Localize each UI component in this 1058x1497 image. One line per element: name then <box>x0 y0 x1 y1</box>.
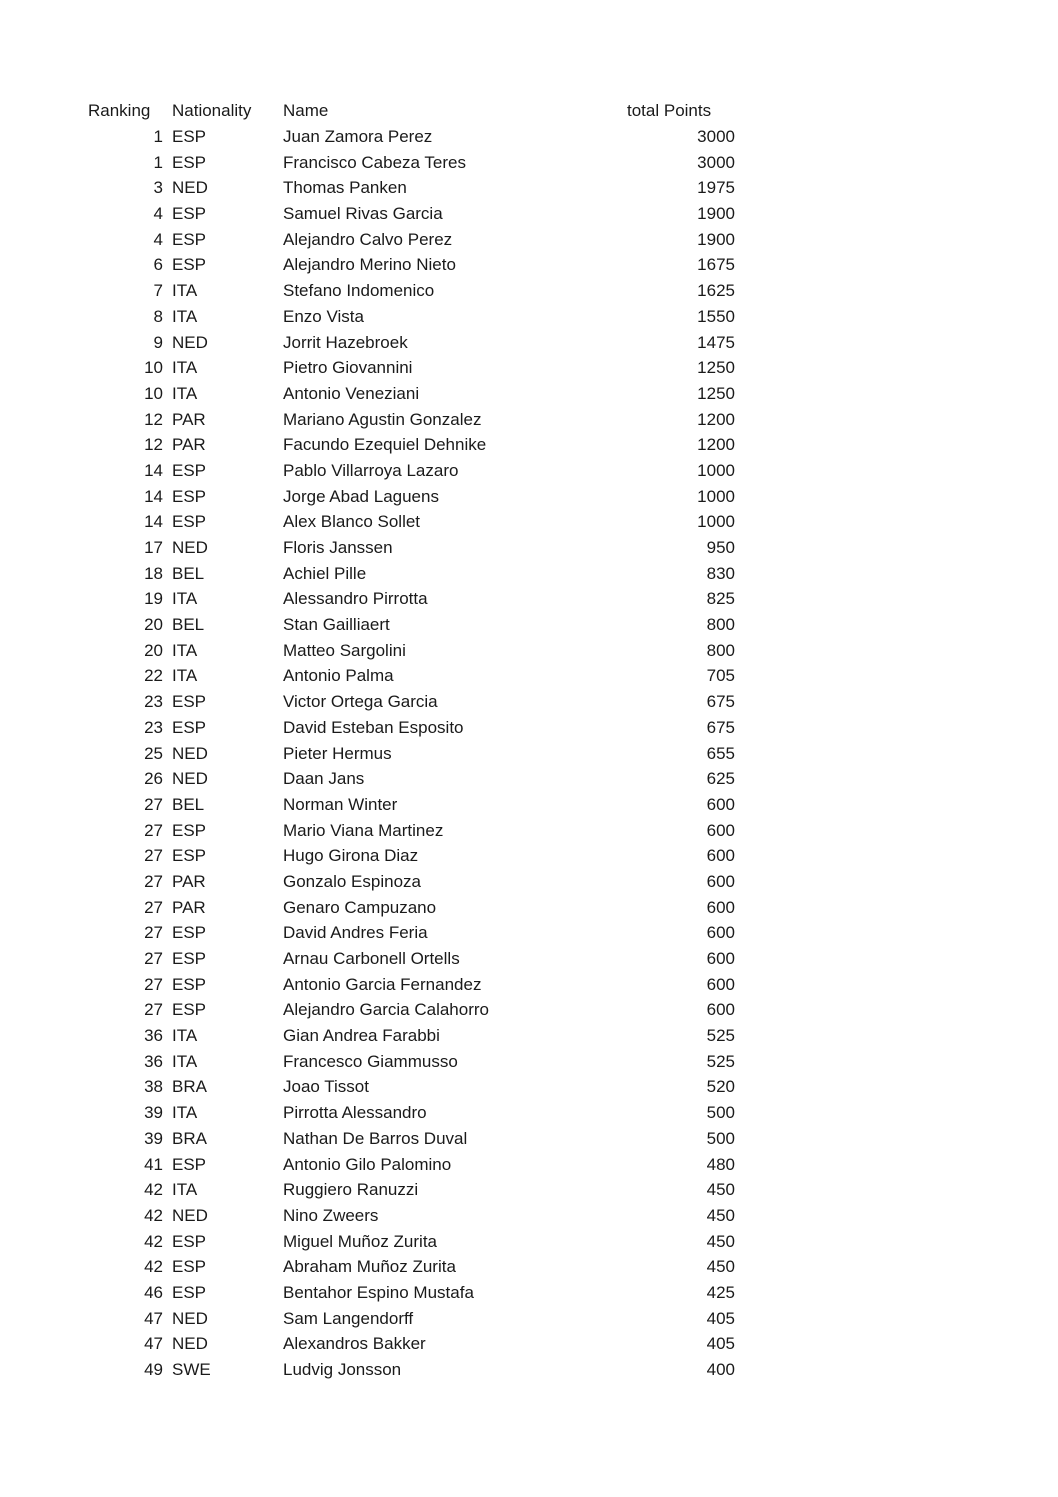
cell-ranking: 39 <box>144 1103 163 1123</box>
table-row <box>88 278 735 304</box>
cell-ranking: 26 <box>144 769 163 789</box>
cell-points: 480 <box>706 1154 735 1174</box>
cell-points: 400 <box>706 1360 735 1380</box>
cell-nationality: ESP <box>172 255 207 275</box>
table-row <box>88 792 735 818</box>
cell-nationality: NED <box>172 332 208 352</box>
cell-ranking: 42 <box>144 1205 163 1225</box>
cell-ranking: 27 <box>144 923 163 943</box>
cell-name: Alejandro Calvo Perez <box>283 229 453 249</box>
table-row <box>88 1048 735 1074</box>
cell-ranking: 47 <box>144 1308 163 1328</box>
cell-nationality: ESP <box>172 512 207 532</box>
cell-points: 1250 <box>697 358 735 378</box>
cell-ranking: 10 <box>144 358 163 378</box>
cell-nationality: ITA <box>172 1051 198 1071</box>
cell-name: Ludvig Jonsson <box>283 1360 402 1380</box>
cell-ranking: 36 <box>144 1026 163 1046</box>
cell-ranking: 22 <box>144 666 163 686</box>
cell-points: 1000 <box>697 512 735 532</box>
table-row <box>88 458 735 484</box>
cell-nationality: ESP <box>172 460 207 480</box>
cell-name: Sam Langendorff <box>283 1308 414 1328</box>
cell-name: Pirrotta Alessandro <box>283 1103 427 1123</box>
cell-ranking: 27 <box>144 846 163 866</box>
table-row <box>88 1280 735 1306</box>
table-row <box>88 304 735 330</box>
table-row <box>88 560 735 586</box>
cell-points: 450 <box>706 1180 735 1200</box>
table-row <box>88 1357 735 1383</box>
cell-name: Gonzalo Espinoza <box>283 871 421 891</box>
table-row <box>88 946 735 972</box>
cell-ranking: 27 <box>144 1000 163 1020</box>
cell-points: 525 <box>706 1026 735 1046</box>
cell-ranking: 39 <box>144 1128 163 1148</box>
cell-nationality: NED <box>172 1205 208 1225</box>
table-row <box>88 406 735 432</box>
cell-name: Bentahor Espino Mustafa <box>283 1282 474 1302</box>
cell-name: Alexandros Bakker <box>283 1334 426 1354</box>
cell-ranking: 23 <box>144 692 163 712</box>
cell-name: Achiel Pille <box>283 563 367 583</box>
table-row <box>88 381 735 407</box>
cell-nationality: ITA <box>172 383 198 403</box>
cell-ranking: 17 <box>144 538 163 558</box>
cell-name: Alessandro Pirrotta <box>283 589 428 609</box>
cell-nationality: ESP <box>172 1282 207 1302</box>
cell-nationality: ESP <box>172 1154 207 1174</box>
table-row <box>88 817 735 843</box>
cell-name: Floris Janssen <box>283 538 393 558</box>
cell-ranking: 20 <box>144 615 163 635</box>
cell-ranking: 23 <box>144 717 163 737</box>
table-row <box>88 637 735 663</box>
cell-ranking: 27 <box>144 820 163 840</box>
table-row <box>88 766 735 792</box>
cell-points: 825 <box>706 589 735 609</box>
cell-nationality: ESP <box>172 923 207 943</box>
cell-ranking: 10 <box>144 383 163 403</box>
table-row <box>88 1331 735 1357</box>
table-row <box>88 612 735 638</box>
table-row <box>88 1177 735 1203</box>
table-row <box>88 1305 735 1331</box>
table-row <box>88 1203 735 1229</box>
cell-name: Genaro Campuzano <box>283 897 437 917</box>
cell-nationality: PAR <box>172 897 206 917</box>
cell-nationality: ESP <box>172 127 207 147</box>
cell-points: 525 <box>706 1051 735 1071</box>
cell-points: 675 <box>706 717 735 737</box>
cell-name: Stan Gailliaert <box>283 615 390 635</box>
cell-name: Hugo Girona Diaz <box>283 846 419 866</box>
cell-name: Antonio Veneziani <box>283 383 420 403</box>
cell-name: Mario Viana Martinez <box>283 820 444 840</box>
cell-name: Miguel Muñoz Zurita <box>283 1231 438 1251</box>
cell-ranking: 27 <box>144 871 163 891</box>
cell-nationality: BRA <box>172 1128 207 1148</box>
cell-nationality: NED <box>172 769 208 789</box>
cell-points: 800 <box>706 640 735 660</box>
table-row <box>88 175 735 201</box>
cell-nationality: NED <box>172 538 208 558</box>
table-row <box>88 1126 735 1152</box>
table-row <box>88 869 735 895</box>
cell-ranking: 4 <box>153 229 163 249</box>
cell-points: 675 <box>706 692 735 712</box>
cell-ranking: 46 <box>144 1282 163 1302</box>
cell-nationality: NED <box>172 1334 208 1354</box>
ranking-table <box>88 98 735 1382</box>
table-row <box>88 663 735 689</box>
table-row <box>88 483 735 509</box>
cell-nationality: ESP <box>172 974 207 994</box>
cell-nationality: ESP <box>172 692 207 712</box>
cell-points: 950 <box>706 538 735 558</box>
cell-points: 425 <box>706 1282 735 1302</box>
table-row <box>88 1074 735 1100</box>
cell-name: Alejandro Merino Nieto <box>283 255 456 275</box>
cell-nationality: PAR <box>172 435 206 455</box>
cell-ranking: 1 <box>153 152 163 172</box>
header-total-points: total Points <box>627 101 712 121</box>
cell-name: Joao Tissot <box>283 1077 369 1097</box>
cell-name: Juan Zamora Perez <box>283 127 433 147</box>
cell-name: Facundo Ezequiel Dehnike <box>283 435 487 455</box>
cell-points: 1900 <box>697 229 735 249</box>
cell-ranking: 47 <box>144 1334 163 1354</box>
cell-points: 600 <box>706 923 735 943</box>
header-nationality: Nationality <box>172 101 252 121</box>
cell-points: 600 <box>706 820 735 840</box>
cell-points: 1000 <box>697 486 735 506</box>
cell-nationality: BEL <box>172 615 205 635</box>
cell-ranking: 41 <box>144 1154 163 1174</box>
cell-name: Norman Winter <box>283 794 398 814</box>
header-row <box>88 98 735 124</box>
cell-nationality: ITA <box>172 589 198 609</box>
header-name: Name <box>283 101 329 121</box>
cell-points: 405 <box>706 1308 735 1328</box>
cell-ranking: 4 <box>153 204 163 224</box>
cell-name: Pablo Villarroya Lazaro <box>283 460 459 480</box>
table-row <box>88 740 735 766</box>
table-row <box>88 689 735 715</box>
cell-name: Enzo Vista <box>283 306 364 326</box>
cell-points: 600 <box>706 949 735 969</box>
table-row <box>88 715 735 741</box>
cell-ranking: 19 <box>144 589 163 609</box>
cell-name: Stefano Indomenico <box>283 281 435 301</box>
cell-nationality: NED <box>172 743 208 763</box>
cell-ranking: 14 <box>144 460 163 480</box>
cell-ranking: 12 <box>144 409 163 429</box>
table-row <box>88 355 735 381</box>
cell-name: Nathan De Barros Duval <box>283 1128 468 1148</box>
cell-name: Alex Blanco Sollet <box>283 512 421 532</box>
table-row <box>88 226 735 252</box>
cell-nationality: PAR <box>172 409 206 429</box>
cell-ranking: 42 <box>144 1257 163 1277</box>
table-row <box>88 1254 735 1280</box>
cell-points: 600 <box>706 1000 735 1020</box>
cell-name: Alejandro Garcia Calahorro <box>283 1000 489 1020</box>
table-row <box>88 124 735 150</box>
cell-nationality: ESP <box>172 1000 207 1020</box>
cell-nationality: BEL <box>172 563 205 583</box>
cell-nationality: ITA <box>172 1103 198 1123</box>
cell-name: Matteo Sargolini <box>283 640 406 660</box>
cell-points: 830 <box>706 563 735 583</box>
cell-points: 1200 <box>697 435 735 455</box>
cell-name: Arnau Carbonell Ortells <box>283 949 460 969</box>
cell-points: 1975 <box>697 178 735 198</box>
table-row <box>88 1100 735 1126</box>
table-row <box>88 920 735 946</box>
cell-ranking: 6 <box>153 255 163 275</box>
cell-points: 705 <box>706 666 735 686</box>
cell-ranking: 20 <box>144 640 163 660</box>
cell-points: 500 <box>706 1103 735 1123</box>
table-row <box>88 432 735 458</box>
cell-name: Francesco Giammusso <box>283 1051 458 1071</box>
cell-ranking: 38 <box>144 1077 163 1097</box>
cell-nationality: SWE <box>172 1360 211 1380</box>
cell-points: 450 <box>706 1205 735 1225</box>
cell-ranking: 14 <box>144 486 163 506</box>
table-row <box>88 329 735 355</box>
cell-nationality: ESP <box>172 846 207 866</box>
cell-nationality: ESP <box>172 949 207 969</box>
table-row <box>88 971 735 997</box>
table-row <box>88 843 735 869</box>
cell-name: Daan Jans <box>283 769 365 789</box>
cell-points: 3000 <box>697 127 735 147</box>
cell-ranking: 27 <box>144 794 163 814</box>
cell-name: Thomas Panken <box>283 178 407 198</box>
cell-nationality: ITA <box>172 306 198 326</box>
cell-name: Samuel Rivas Garcia <box>283 204 443 224</box>
cell-name: Antonio Palma <box>283 666 394 686</box>
table-row <box>88 1228 735 1254</box>
cell-points: 600 <box>706 794 735 814</box>
cell-points: 1000 <box>697 460 735 480</box>
table-body <box>88 124 735 1383</box>
cell-name: David Esteban Esposito <box>283 717 464 737</box>
cell-nationality: ITA <box>172 1026 198 1046</box>
cell-points: 600 <box>706 871 735 891</box>
cell-ranking: 1 <box>153 127 163 147</box>
cell-points: 1200 <box>697 409 735 429</box>
cell-ranking: 42 <box>144 1180 163 1200</box>
cell-ranking: 27 <box>144 897 163 917</box>
cell-ranking: 18 <box>144 563 163 583</box>
cell-name: Francisco Cabeza Teres <box>283 152 466 172</box>
table-row <box>88 252 735 278</box>
cell-points: 500 <box>706 1128 735 1148</box>
cell-points: 1900 <box>697 204 735 224</box>
cell-name: Antonio Gilo Palomino <box>283 1154 452 1174</box>
cell-ranking: 3 <box>153 178 163 198</box>
header-ranking: Ranking <box>88 101 151 121</box>
cell-nationality: NED <box>172 178 208 198</box>
table-row <box>88 201 735 227</box>
cell-name: Pietro Giovannini <box>283 358 413 378</box>
table-row <box>88 509 735 535</box>
cell-points: 1675 <box>697 255 735 275</box>
cell-name: Jorrit Hazebroek <box>283 332 408 352</box>
cell-nationality: ESP <box>172 1257 207 1277</box>
cell-points: 1625 <box>697 281 735 301</box>
cell-nationality: ITA <box>172 281 198 301</box>
cell-nationality: NED <box>172 1308 208 1328</box>
cell-nationality: ESP <box>172 152 207 172</box>
cell-ranking: 14 <box>144 512 163 532</box>
cell-nationality: BRA <box>172 1077 207 1097</box>
table-header <box>88 98 735 124</box>
cell-nationality: ESP <box>172 229 207 249</box>
cell-nationality: ITA <box>172 1180 198 1200</box>
cell-name: Antonio Garcia Fernandez <box>283 974 482 994</box>
table-row <box>88 535 735 561</box>
cell-nationality: ITA <box>172 666 198 686</box>
cell-ranking: 7 <box>153 281 163 301</box>
cell-points: 600 <box>706 897 735 917</box>
cell-points: 450 <box>706 1231 735 1251</box>
cell-points: 520 <box>706 1077 735 1097</box>
cell-nationality: ITA <box>172 640 198 660</box>
cell-points: 1250 <box>697 383 735 403</box>
cell-nationality: ESP <box>172 1231 207 1251</box>
table-row <box>88 586 735 612</box>
cell-points: 625 <box>706 769 735 789</box>
table-row <box>88 894 735 920</box>
cell-nationality: BEL <box>172 794 205 814</box>
cell-nationality: ESP <box>172 717 207 737</box>
cell-points: 1475 <box>697 332 735 352</box>
cell-name: Nino Zweers <box>283 1205 379 1225</box>
cell-points: 655 <box>706 743 735 763</box>
cell-points: 450 <box>706 1257 735 1277</box>
cell-ranking: 49 <box>144 1360 163 1380</box>
cell-name: Ruggiero Ranuzzi <box>283 1180 419 1200</box>
table-row <box>88 1151 735 1177</box>
cell-name: Jorge Abad Laguens <box>283 486 439 506</box>
cell-points: 800 <box>706 615 735 635</box>
cell-ranking: 12 <box>144 435 163 455</box>
cell-points: 405 <box>706 1334 735 1354</box>
cell-points: 600 <box>706 846 735 866</box>
cell-points: 1550 <box>697 306 735 326</box>
cell-ranking: 25 <box>144 743 163 763</box>
cell-points: 600 <box>706 974 735 994</box>
cell-nationality: ESP <box>172 204 207 224</box>
cell-points: 3000 <box>697 152 735 172</box>
cell-name: David Andres Feria <box>283 923 428 943</box>
cell-name: Abraham Muñoz Zurita <box>283 1257 456 1277</box>
table-row <box>88 997 735 1023</box>
table-row <box>88 149 735 175</box>
cell-nationality: ESP <box>172 820 207 840</box>
cell-nationality: ESP <box>172 486 207 506</box>
cell-name: Mariano Agustin Gonzalez <box>283 409 482 429</box>
cell-name: Gian Andrea Farabbi <box>283 1026 440 1046</box>
cell-name: Victor Ortega Garcia <box>283 692 438 712</box>
cell-ranking: 27 <box>144 974 163 994</box>
cell-ranking: 42 <box>144 1231 163 1251</box>
cell-ranking: 27 <box>144 949 163 969</box>
cell-ranking: 8 <box>153 306 163 326</box>
table-row <box>88 1023 735 1049</box>
cell-nationality: PAR <box>172 871 206 891</box>
cell-nationality: ITA <box>172 358 198 378</box>
cell-ranking: 9 <box>153 332 163 352</box>
cell-name: Pieter Hermus <box>283 743 392 763</box>
cell-ranking: 36 <box>144 1051 163 1071</box>
